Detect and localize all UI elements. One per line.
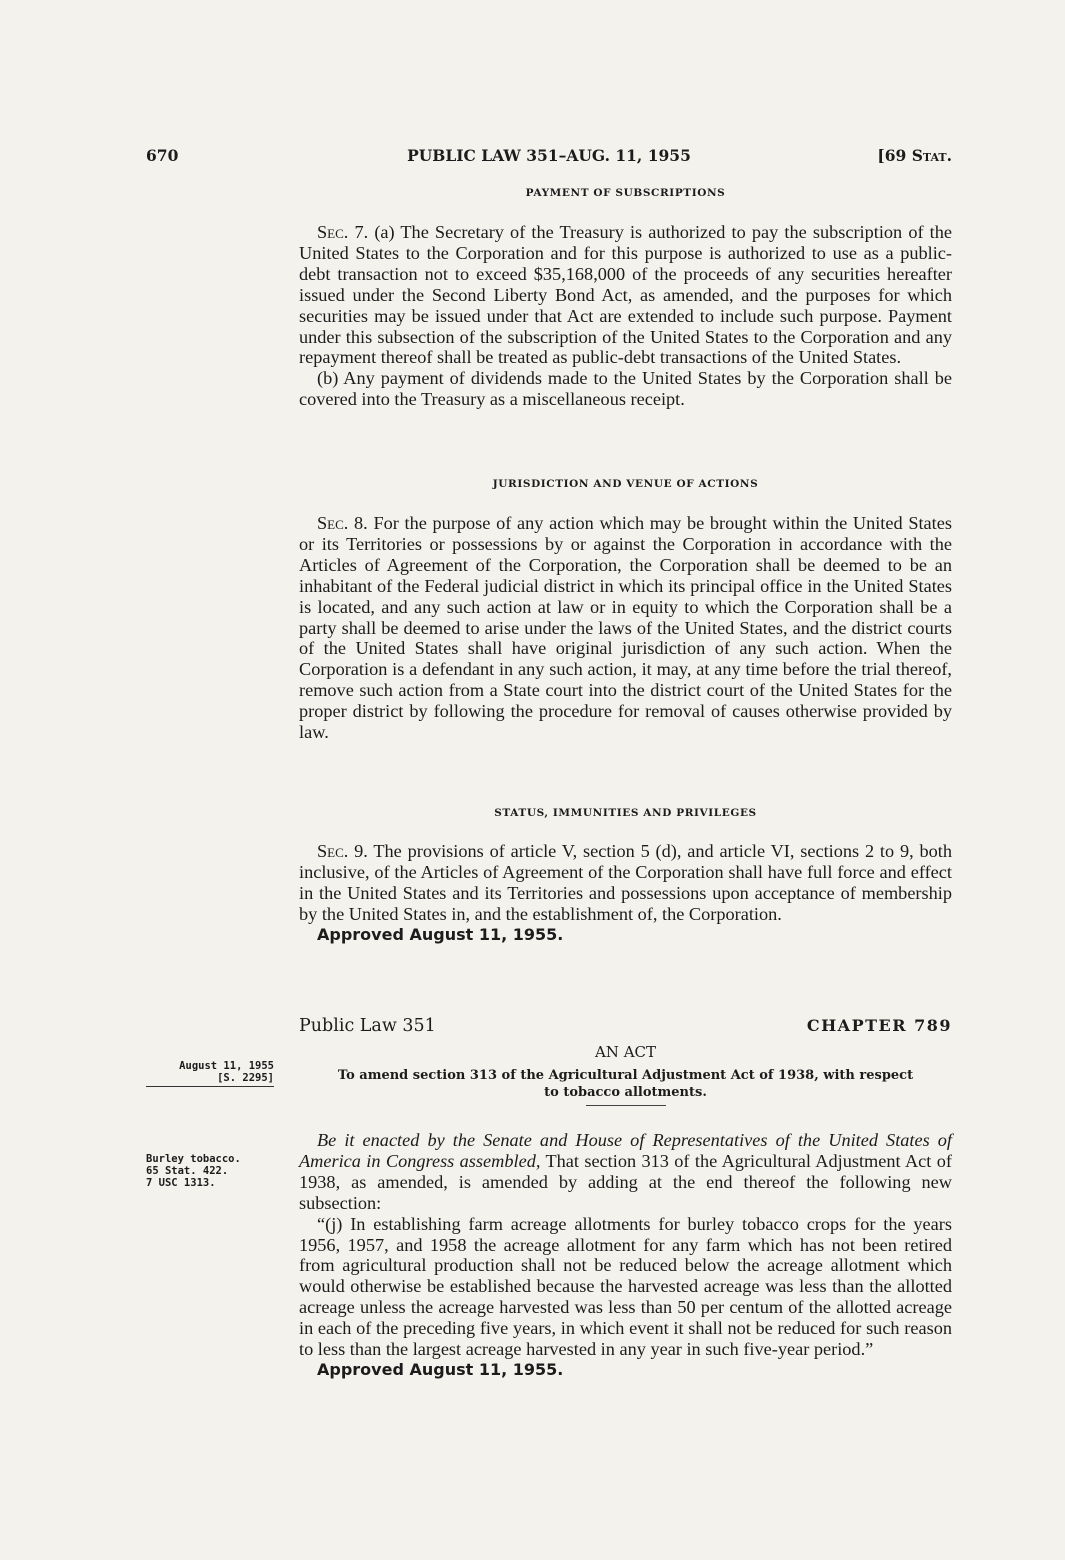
section-heading-status: STATUS, IMMUNITIES AND PRIVILEGES: [494, 807, 757, 819]
section-9: [299, 841, 952, 946]
approved-line-1: Approved August 11, 1955.: [317, 924, 564, 944]
section-9-text: Sec. 9. The provisions of article V, section 5 (d), and article VI, sections 2 to 9, both inclusive, of the Articles of Agreement of the Corporation shall have full force and effect in the United States and its Territories and possessions upon acceptance of membership by the United States in, and the establishment of, the Corporation.: [299, 841, 952, 924]
divider-rule: [586, 1105, 666, 1106]
section-8: [299, 513, 952, 743]
section-7-para-a: Sec. 7. (a) The Secretary of the Treasury is authorized to pay the subscription of the United States to the Corporation and for this purpose is authorized to use as a public-debt transaction not to exceed $35,168,000 of the proceeds of any securities hereafter issued under the Second Liberty Bond Act, as amended, and the purposes for which securities may be issued under that Act are extended to include such purpose. Payment under this subsection of the subscription of the United States to the Corporation and any repayment thereof shall be treated as public-debt transactions of the United States.: [299, 222, 952, 368]
section-7-para-b: (b) Any payment of dividends made to the United States by the Corporation shall be covered into the Treasury as a miscellaneous receipt.: [299, 368, 952, 410]
chapter-number: CHAPTER 789: [806, 1016, 952, 1035]
stat-citation: [69 Stat.: [877, 146, 952, 165]
approved-line-2: Approved August 11, 1955.: [317, 1359, 564, 1379]
enacting-clause: Be it enacted by the Senate and House of Representatives of the United States of America in Congress assembled, That section 313 of the Agricultural Adjustment Act of 1938, as amended, is amended by adding at the end thereof the following new subsection:: [299, 1130, 952, 1213]
act-purpose: To amend section 313 of the Agricultural Adjustment Act of 1938, with respect to tobacco allotments.: [337, 1068, 914, 1100]
section-7: [299, 222, 952, 410]
running-title: PUBLIC LAW 351–AUG. 11, 1955: [407, 146, 691, 165]
page-header: [146, 146, 952, 170]
public-law-title: Public Law 351: [299, 1016, 436, 1036]
page-number: 670: [146, 146, 179, 165]
subsection-j: “(j) In establishing farm acreage allotments for burley tobacco crops for the years 1956, 1957, and 1958 the acreage allotment for any farm which has not been retired from agricultural production shall not be reduced below the acreage allotment which would otherwise be established because the harvested acreage was less than the allotted acreage unless the acreage harvested was less than 50 per centum of the allotted acreage in each of the preceding five years, in which event it shall not be reduced for such reason to less than the largest acreage harvested in any year in such five-year period.”: [299, 1213, 952, 1360]
margin-burley-note: Burley tobacco. 65 Stat. 422. 7 USC 1313.: [146, 1153, 241, 1189]
section-8-text: Sec. 8. For the purpose of any action which may be brought within the United States or its Territories or possessions by or against the Corporation in accordance with the Articles of Agreement of the Corporation, the Corporation shall be deemed to be an inhabitant of the Federal judicial district in which its principal office in the United States is located, and any such action at law or in equity to which the Corporation shall be a party shall be deemed to arise under the laws of the United States, and the district courts of the United States shall have original jurisdiction of any such action. When the Corporation is a defendant in any such action, it may, at any time before the trial thereof, remove such action from a State court into the district court of the United States for the proper district by following the procedure for removal of causes otherwise provided by law.: [299, 513, 952, 743]
an-act-heading: AN ACT: [594, 1043, 657, 1061]
section-heading-jurisdiction: JURISDICTION AND VENUE OF ACTIONS: [492, 478, 759, 490]
act-body: [299, 1130, 952, 1381]
margin-date-note: August 11, 1955 [S. 2295]: [146, 1060, 274, 1087]
section-heading-payment: PAYMENT OF SUBSCRIPTIONS: [525, 187, 726, 199]
